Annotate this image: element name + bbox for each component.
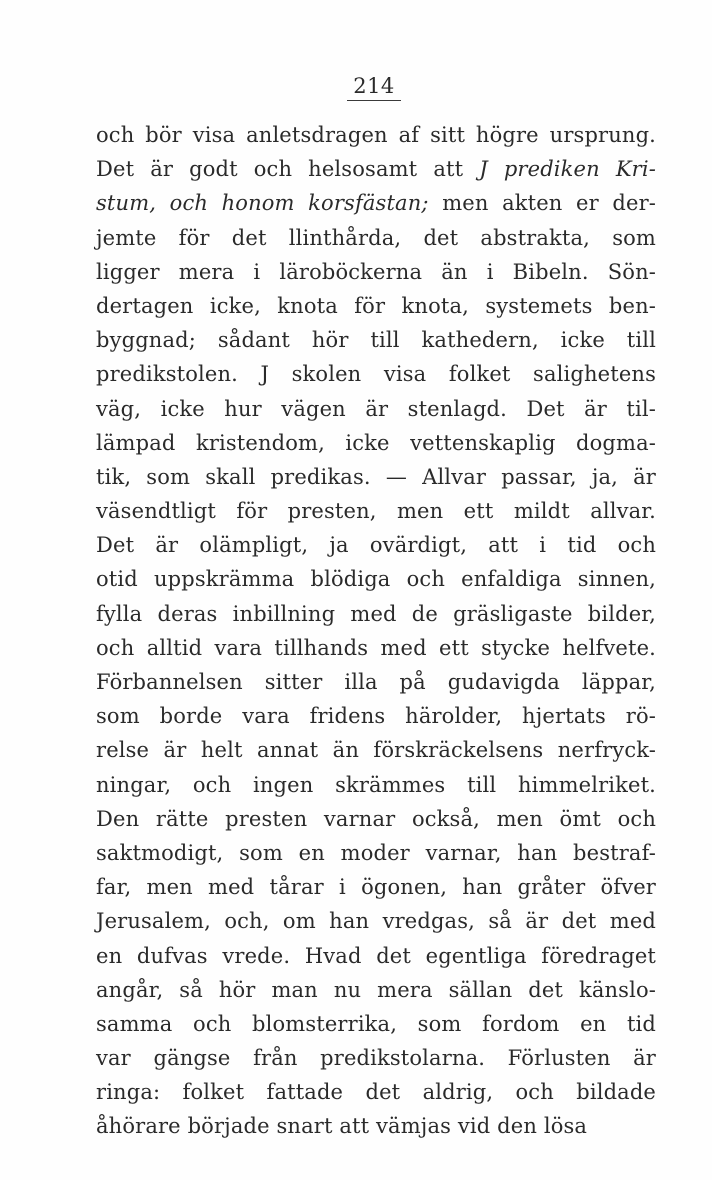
text-segment: Det är olämpligt, ja ovärdigt, att i tid och [96, 533, 656, 558]
text-line [96, 221, 656, 255]
body-text [96, 118, 656, 1144]
page-number-text: 214 [347, 74, 401, 101]
text-line [96, 631, 656, 665]
text-line [96, 802, 656, 836]
text-line [96, 118, 656, 152]
text-segment: samma och blomsterrika, som fordom en tid [96, 1011, 656, 1036]
text-line [96, 939, 656, 973]
text-segment: byggnad; sådant hör till kathedern, icke till [96, 328, 656, 353]
text-segment: Den rätte presten varnar också, men ömt och [96, 806, 656, 831]
text-line [96, 699, 656, 733]
text-segment: saktmodigt, som en moder varnar, han bestraf- [96, 840, 656, 865]
text-line [96, 836, 656, 870]
text-line [96, 1109, 656, 1143]
text-segment: far, men med tårar i ögonen, han gråter öfver [96, 875, 656, 900]
text-line [96, 870, 656, 904]
text-line [96, 904, 656, 938]
text-line [96, 562, 656, 596]
text-segment: men akten er der- [428, 191, 656, 216]
text-line [96, 1075, 656, 1109]
text-line [96, 597, 656, 631]
text-segment: ningar, och ingen skrämmes till himmelriket. [96, 772, 656, 797]
text-line [96, 289, 656, 323]
text-segment: och alltid vara tillhands med ett stycke helfvete. [96, 635, 656, 660]
text-segment: dertagen icke, knota för knota, systemets ben- [96, 293, 656, 318]
text-line [96, 665, 656, 699]
text-segment: åhörare började snart att vämjas vid den lösa [96, 1114, 588, 1139]
text-segment: en dufvas vrede. Hvad det egentliga föredraget [96, 943, 656, 968]
text-segment: angår, så hör man nu mera sällan det känslo- [96, 977, 656, 1002]
text-line [96, 528, 656, 562]
text-segment: predikstolen. J skolen visa folket salighetens [96, 362, 656, 387]
text-segment: relse är helt annat än förskräckelsens nerfryck- [96, 738, 656, 763]
text-line [96, 392, 656, 426]
page-number [0, 74, 712, 101]
text-line [96, 1041, 656, 1075]
text-line [96, 973, 656, 1007]
text-segment: tik, som skall predikas. — Allvar passar, ja, är [96, 464, 656, 489]
text-line [96, 152, 656, 186]
text-line [96, 357, 656, 391]
text-line [96, 186, 656, 220]
text-segment: Förbannelsen sitter illa på gudavigda läppar, [96, 670, 656, 694]
text-segment: lämpad kristendom, icke vettenskaplig dogma- [96, 430, 656, 455]
text-line [96, 426, 656, 460]
text-line [96, 1007, 656, 1041]
text-line [96, 494, 656, 528]
text-line [96, 323, 656, 357]
text-segment: Det är godt och helsosamt att [96, 157, 480, 182]
text-segment: var gängse från predikstolarna. Förlusten är [96, 1046, 656, 1071]
text-segment: väsendtligt för presten, men ett mildt allvar. [96, 499, 656, 524]
text-segment: fylla deras inbillning med de gräsligaste bilder, [96, 601, 656, 626]
text-segment: Jerusalem, och, om han vredgas, så är det med [96, 909, 656, 934]
emphasized-text: stum, och honom korsfästan; [96, 191, 429, 216]
text-line [96, 733, 656, 767]
text-segment: och bör visa anletsdragen af sitt högre ursprung. [96, 123, 656, 147]
text-line [96, 460, 656, 494]
text-segment: som borde vara fridens härolder, hjertats rö- [96, 704, 656, 729]
text-segment: otid uppskrämma blödiga och enfaldiga sinnen, [96, 567, 656, 592]
text-segment: jemte för det llinthårda, det abstrakta, som [96, 225, 656, 250]
text-segment: ringa: folket fattade det aldrig, och bildade [96, 1080, 656, 1105]
text-line [96, 255, 656, 289]
emphasized-text: J prediken Kri- [479, 157, 656, 182]
text-segment: ligger mera i läroböckerna än i Bibeln. Sön- [96, 259, 656, 284]
text-segment: väg, icke hur vägen är stenlagd. Det är til- [96, 396, 656, 421]
text-line [96, 768, 656, 802]
